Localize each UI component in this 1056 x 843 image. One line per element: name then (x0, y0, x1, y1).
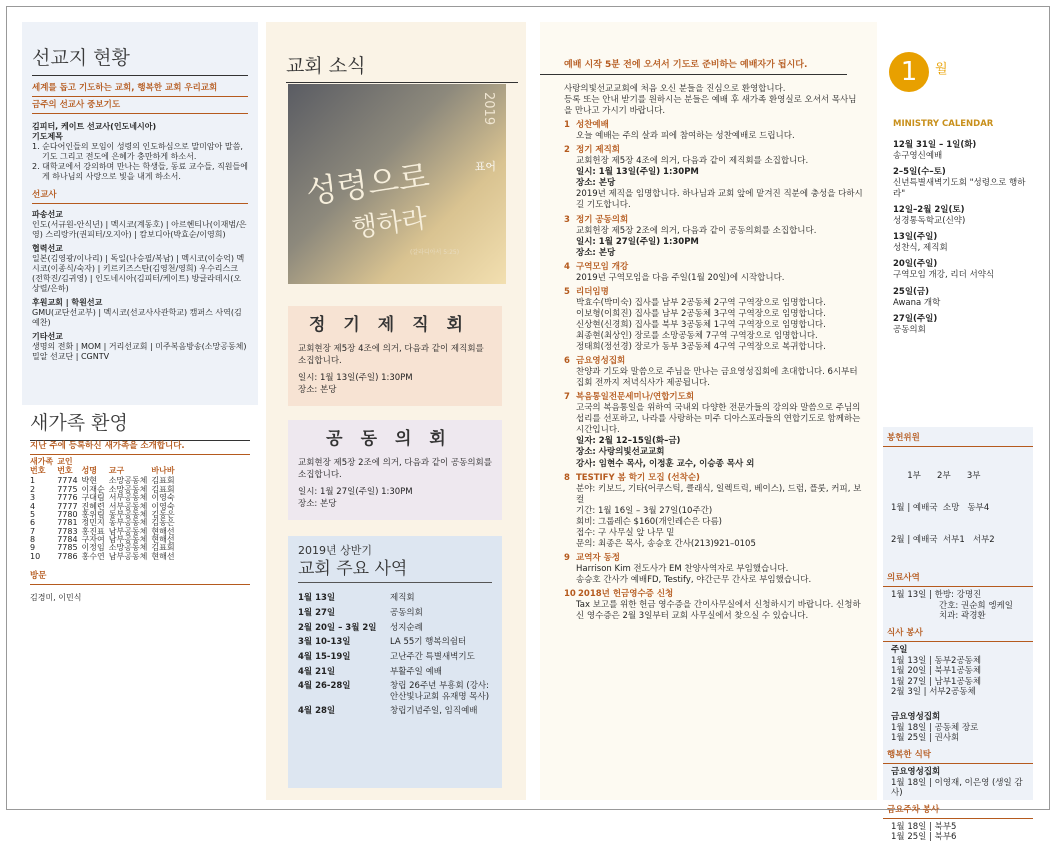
table-cell: 김동은 (151, 509, 175, 519)
calendar-event: 송구영신예배 (893, 151, 943, 162)
table-cell: 이정임 (81, 543, 105, 553)
table-cell: 7781 (57, 518, 78, 528)
offering-header: 1부 2부 3부 (891, 471, 981, 482)
happy-table (883, 764, 1033, 799)
announcement-text: Tax 보고를 위한 헌금 영수증을 간이사무실에서 신청하시기 바랍니다. 신청하신 영수증은 2월 3일부터 교회 사무실에서 찾으실 수 있습니다. (576, 600, 861, 622)
calendar-event: 성찬식, 제직회 (893, 243, 948, 254)
announcement-text: Harrison Kim 전도사가 EM 찬양사역자로 부임했습니다. (576, 563, 789, 574)
calendar-event: 신년특별새벽기도회 "성령으로 행하라" (893, 178, 1026, 200)
ministries-table (298, 593, 492, 721)
announcement-text: 장소: 본당 (576, 247, 616, 258)
table-cell: 박현 (81, 476, 98, 486)
friday-sub: 금요영성집회 (891, 712, 941, 723)
new-family-table (30, 458, 179, 562)
ministry-row (298, 608, 492, 623)
announcement-text: 장소: 사랑의빛선교교회 (576, 447, 665, 458)
ministry-date: 1월 27일 (298, 608, 336, 619)
ministry-row (298, 623, 492, 638)
meal-service-head: 식사 봉사 (883, 628, 1033, 642)
announcement-text: 기간: 1월 16일 – 3월 27일(10주간) (576, 505, 713, 516)
offering-row: 2월 | 예배국 서부1 서부2 (891, 535, 995, 546)
ministry-row (298, 706, 492, 721)
table-cell: 5 (30, 509, 36, 519)
table-row (30, 553, 179, 561)
ministries-title: 교회 주요 사역 (298, 558, 492, 583)
meal-sub: 주일 (891, 644, 908, 655)
announcement-heading: 2 정기 제직회 (564, 145, 621, 156)
ministry-date: 4월 28일 (298, 706, 336, 717)
missionary-prayer-head: 금주의 선교사 중보기도 (32, 100, 248, 114)
announcements-column (540, 22, 877, 800)
calendar-column (877, 22, 1033, 843)
mission-tagline: 세계를 돕고 기도하는 교회, 행복한 교회 우리교회 (32, 83, 248, 97)
parking-head: 금요주차 봉사 (883, 805, 1033, 819)
intro-line: 사랑의빛선교교회에 처음 오신 분들을 진심으로 환영합니다. (564, 84, 786, 94)
prayer-item: 2. 대학교에서 강의하며 만나는 학생들, 동료 교수들, 직원들에게 하나님의 사랑으로 빛을 내게 하소서. (32, 161, 248, 181)
table-cell: 7777 (57, 501, 78, 511)
support-text: GMU(교단선교부) | 멕시코(선교사사관학교) 캠퍼스 사역(김예찬) (32, 307, 242, 327)
announcement-text: 교회헌장 제5장 4조에 의거, 다음과 같이 제직회를 소집합니다. (576, 156, 809, 167)
medical-row: 치과: 곽경환 (939, 611, 986, 622)
calendar-date: 20일(주일) (893, 259, 938, 270)
ministry-date: 4월 26-28일 (298, 681, 351, 692)
table-cell: 남부공동체 (108, 551, 148, 561)
announcement-text: 정태희(정선경) 장로가 동부 3공동체 4구역 구역장으로 복귀합니다. (576, 342, 826, 353)
announcement-text: 분야: 키보드, 기타(어쿠스틱, 클래식, 일렉트릭, 베이스), 드럼, 플룻, 커피, 보컬 (576, 483, 862, 505)
intro-line: 등록 또는 안내 받기를 원하시는 분들은 예배 후 새가족 환영실로 오셔서 목사님을 만나고 가시기 바랍니다. (564, 95, 857, 117)
new-family-title: 새가족 환영 (30, 411, 250, 441)
calendar-date: 12일–2월 2일(토) (893, 205, 965, 216)
table-cell: 7 (30, 526, 36, 536)
table-header: 교구 (108, 465, 125, 475)
ministry-event: 창립 26주년 부흥회 (강사: 안산빛나교회 유재명 목사) (390, 681, 490, 702)
table-cell: 현해선 (151, 526, 175, 536)
staff-meeting-place: 장소: 본당 (298, 384, 337, 395)
staff-meeting-title: 정기제직회 (308, 315, 482, 335)
meal-row: 1월 27일 | 남부1공동체 (891, 676, 982, 687)
table-cell: 홍진표 (81, 526, 105, 536)
calendar-event: 구역모임 개강, 리더 서약식 (893, 270, 995, 281)
table-cell: 7784 (57, 535, 78, 545)
friday-row: 1월 25일 | 권사회 (891, 733, 960, 744)
motto-year: 2019 (481, 92, 496, 126)
table-cell: 9 (30, 543, 36, 553)
announcement-text: 오늘 예배는 주의 살과 피에 참여하는 성찬예배로 드립니다. (576, 131, 795, 142)
ministry-date: 2월 20일 – 3월 2일 (298, 622, 377, 633)
mission-status-panel (22, 22, 258, 405)
table-cell: 김동은 (151, 518, 175, 528)
announcement-text: 문의: 최종은 목사, 송승호 간사(213)921–0105 (576, 538, 756, 549)
dispatch-head: 파송선교 (32, 209, 63, 219)
table-cell: 김표회 (151, 543, 175, 553)
motto-line2: 행하라 (350, 203, 429, 245)
ministry-event: 제직회 (390, 593, 415, 604)
congregation-meeting-place: 장소: 본당 (298, 498, 337, 509)
month-label: 월 (935, 62, 948, 77)
announcement-text: 장소: 본당 (576, 178, 616, 189)
ministry-row (298, 667, 492, 682)
table-cell: 7785 (57, 543, 78, 553)
announcement-text: 찬양과 기도와 말씀으로 주님을 만나는 금요영성집회에 초대합니다. 6시부터 집회 전까지 저녁식사가 제공됩니다. (576, 367, 858, 389)
happy-table-head: 행복한 식탁 (883, 750, 1033, 764)
ministry-date: 4월 21일 (298, 666, 336, 677)
ministry-event: 공동의회 (390, 608, 423, 619)
announcement-text: 2019년 제직을 임명합니다. 하나님과 교회 앞에 맡겨진 직분에 충성을 다하시길 기도합니다. (576, 189, 863, 211)
table-cell: 10 (30, 551, 41, 561)
table-cell: 7775 (57, 484, 78, 494)
table-cell: 동부공동체 (108, 509, 148, 519)
calendar-event: 성경통독학교(신약) (893, 216, 966, 227)
major-ministries-box (288, 536, 502, 788)
table-cell: 이재순 (81, 484, 105, 494)
table-cell: 8 (30, 535, 36, 545)
news-column (266, 22, 526, 800)
announcement-heading: 1 성찬예배 (564, 120, 609, 131)
announcement-text: 고국의 복음통일을 위하여 국내외 다양한 전문가들의 강의와 말씀으로 주님의 섭리를 선포하고, 나라를 사랑하는 미주 디아스포라들의 연합기도로 함께하는 시간입니다. (576, 403, 861, 436)
service-panel (883, 427, 1033, 843)
ministry-row (298, 681, 492, 706)
staff-meeting-box (288, 306, 502, 406)
table-cell: 진혜련 (81, 501, 105, 511)
announcement-text: 접수: 구 사무실 앞 나무 밑 (576, 527, 675, 538)
ministry-event: 창립기념주일, 임직예배 (390, 706, 478, 717)
table-cell: 남부공동체 (108, 535, 148, 545)
prayer-item: 1. 순다어인들의 모임이 성령의 인도하심으로 말미암아 말씀, 기도 그리고 전도에 은혜가 충만하게 하소서. (32, 141, 243, 161)
happy-row: 1월 18일 | 이영재, 이은영 (생일 감사) (891, 777, 1023, 799)
congregation-meeting-date: 일시: 1월 27일(주일) 1:30PM (298, 487, 413, 498)
table-cell: 현해선 (151, 535, 175, 545)
table-cell: 7780 (57, 509, 78, 519)
friday-row: 1월 18일 | 공동체 장로 (891, 722, 979, 733)
calendar-date: 13일(주일) (893, 232, 938, 243)
table-cell: 서부공동체 (108, 493, 148, 503)
table-header: 바나바 (151, 465, 175, 475)
announcement-text: 신상현(신경희) 집사를 북부 3공동체 1구역 구역장으로 임명합니다. (576, 319, 826, 330)
announcement-text: 이보형(이희진) 집사를 남부 2공동체 3구역 구역장으로 임명합니다. (576, 308, 826, 319)
calendar-date: 27일(주일) (893, 313, 938, 324)
congregation-meeting-box (288, 420, 502, 520)
worship-reminder: 예배 시작 5분 전에 오셔서 기도로 준비하는 예배자가 됩시다. (564, 60, 808, 70)
table-cell: 남부공동체 (108, 526, 148, 536)
motto-line1: 성령으로 (303, 156, 432, 212)
announcement-text: 일자: 2월 12–15일(화–금) (576, 436, 681, 447)
medical-row: 1월 13일 | 한방: 강명진 (891, 589, 982, 600)
missionary-name: 김피터, 케이트 선교사(인도네시아) (32, 121, 157, 131)
table-cell: 소망공동체 (108, 476, 148, 486)
month-badge: 1 (889, 52, 929, 92)
parking-service (883, 819, 1033, 843)
medical-ministry (883, 587, 1033, 622)
ministry-event: 고난주간 특별새벽기도 (390, 651, 475, 662)
announcement-text: 송승호 간사가 예배FD, Testify, 야간근무 간사로 부임했습니다. (576, 574, 812, 585)
congregation-meeting-text: 교회현장 제5장 2조에 의거, 다음과 같이 공동의회를 소집합니다. (298, 458, 492, 480)
new-family-subtitle: 지난 주에 등록하신 새가족을 소개합니다. (30, 441, 250, 455)
table-cell: 이영숙 (151, 501, 175, 511)
announcement-heading: 6 금요영성집회 (564, 356, 626, 367)
medical-row: 간호: 권순희 엥케일 (939, 600, 1013, 611)
table-cell: 구자여 (81, 535, 105, 545)
ministry-event: LA 55기 행복의쉼터 (390, 637, 467, 648)
parking-row: 1월 18일 | 북부5 (891, 821, 957, 832)
mission-column (22, 22, 258, 800)
announcement-heading: 9 교역자 동정 (564, 552, 621, 563)
offering-committee-head: 봉헌위원 (883, 433, 1033, 447)
table-cell: 7786 (57, 551, 78, 561)
ministry-row (298, 652, 492, 667)
meal-row: 1월 13일 | 동부2공동체 (891, 655, 982, 666)
table-cell: 7776 (57, 493, 78, 503)
table-cell: 홍위림 (81, 509, 105, 519)
announcement-heading: 8 TESTIFY 봄 학기 모집 (선착순) (564, 472, 700, 483)
calendar-event: 공동의회 (893, 324, 926, 335)
happy-sub: 금요영성집회 (891, 766, 941, 777)
staff-meeting-text: 교회현장 제5장 4조에 의거, 다음과 같이 제직회를 소집합니다. (298, 344, 484, 366)
medical-head: 의료사역 (883, 573, 1033, 587)
table-header: 새가족 번호 (30, 456, 54, 475)
other-text: 생명의 전화 | MOM | 거리선교회 | 미주복음방송(소망공동체) 밀알 선교단 | CGNTV (32, 341, 247, 361)
motto-citation: (갈라디아서 5:25) (410, 249, 460, 256)
table-cell: 김표회 (151, 476, 175, 486)
announcement-text: 교회헌장 제5장 2조에 의거, 다음과 같이 공동의회를 소집합니다. (576, 225, 817, 236)
visit-text: 김경미, 이민식 (30, 593, 82, 603)
meal-service (883, 642, 1033, 744)
motto-image (288, 84, 506, 284)
table-cell: 구대림 (81, 493, 105, 503)
dispatch-text: 인도(서규원-안식년) | 멕시코(계동호) | 아르헨티나(이재범/은영) 스리랑카(권피터/오지아) | 캄보디아(박효순/이영희) (32, 219, 247, 239)
ministry-event: 성지순례 (390, 622, 423, 633)
ministry-date: 4월 15-19일 (298, 651, 351, 662)
announcement-text: 2019년 구역모임을 다음 주일(1월 20일)에 시작합니다. (576, 272, 785, 283)
prayer-head: 기도제목 (32, 131, 63, 141)
ministry-date: 1월 13일 (298, 593, 336, 604)
announcement-text: 최종현(최상인) 장로를 소망공동체 7구역 구역장으로 임명합니다. (576, 330, 818, 341)
visit-head: 방문 (30, 571, 250, 585)
new-family-section (22, 405, 258, 609)
table-cell: 서부공동체 (108, 501, 148, 511)
congregation-meeting-title: 공동의회 (326, 429, 464, 449)
table-cell: 이영숙 (151, 493, 175, 503)
table-cell: 1 (30, 476, 36, 486)
parking-row: 1월 25일 | 북부6 (891, 832, 957, 843)
announcement-heading: 4 구역모임 개강 (564, 261, 629, 272)
table-cell: 2 (30, 484, 36, 494)
announcement-heading: 5 리더임명 (564, 286, 609, 297)
other-head: 기타선교 (32, 331, 63, 341)
table-cell: 홍수연 (81, 551, 105, 561)
missionaries-head: 선교사 (32, 190, 248, 204)
calendar-date: 2–5일(수–토) (893, 167, 946, 178)
ministry-calendar-title: MINISTRY CALENDAR (893, 119, 994, 129)
table-cell: 4 (30, 501, 36, 511)
table-cell: 7774 (57, 476, 78, 486)
announcement-text: 강사: 임현수 목사, 이정훈 교수, 이승종 목사 외 (576, 458, 755, 469)
ministry-calendar (893, 135, 1033, 336)
announcement-text: 박효수(박미숙) 집사를 남부 2공동체 2구역 구역장으로 임명합니다. (576, 297, 826, 308)
announcement-text: 회비: 그룹레슨 $160(개인레슨은 다름) (576, 516, 722, 527)
table-header: 교인 번호 (57, 456, 73, 475)
table-cell: 3 (30, 493, 36, 503)
table-cell: 6 (30, 518, 36, 528)
table-cell: 현해선 (151, 551, 175, 561)
announcement-heading: 10 2018년 헌금영수증 신청 (564, 589, 674, 600)
announcements-body (564, 84, 864, 622)
mission-title: 선교지 현황 (32, 46, 248, 76)
announcement-text: 일시: 1월 13일(주일) 1:30PM (576, 167, 699, 178)
offering-row: 1월 | 예배국 소망 동부4 (891, 503, 990, 514)
motto-label: 표어 (474, 160, 496, 173)
announcement-heading: 3 정기 공동의회 (564, 214, 629, 225)
table-cell: 7783 (57, 526, 78, 536)
table-header: 성명 (81, 465, 98, 475)
meal-row: 1월 20일 | 북부1공동체 (891, 666, 982, 677)
ministry-row (298, 593, 492, 608)
support-head: 후원교회 | 학원선교 (32, 297, 103, 307)
offering-committee (883, 447, 1033, 567)
coop-text: 일본(김영광/이나리) | 독일(나승필/복남) | 멕시코(이승억) 멕시코(이종식/숙자) | 키르키즈스탄(김영천/영희) 우수리스크(전학진/김귀영) | 인도네시아(김피터/케이트) 방글라데시(오상렬/은하) (32, 253, 245, 293)
ministries-subtitle: 2019년 상반기 (298, 544, 372, 557)
news-title: 교회 소식 (286, 54, 518, 83)
staff-meeting-date: 일시: 1월 13일(주일) 1:30PM (298, 373, 413, 384)
ministry-row (298, 637, 492, 652)
coop-head: 협력선교 (32, 243, 63, 253)
table-cell: 정민지 (81, 518, 105, 528)
table-cell: 소망공동체 (108, 543, 148, 553)
table-cell: 동부공동체 (108, 518, 148, 528)
calendar-date: 25일(금) (893, 286, 930, 297)
table-cell: 소망공동체 (108, 484, 148, 494)
calendar-event: Awana 개학 (893, 297, 941, 308)
ministry-event: 부활주일 예배 (390, 666, 442, 677)
calendar-date: 12월 31일 – 1일(화) (893, 140, 977, 150)
announcement-text: 일시: 1월 27일(주일) 1:30PM (576, 236, 699, 247)
table-cell: 김표회 (151, 484, 175, 494)
meal-row: 2월 3일 | 서부2공동체 (891, 687, 976, 698)
announcement-heading: 7 복음통일전문세미나/연합기도회 (564, 392, 695, 403)
ministry-date: 3월 10-13일 (298, 637, 351, 648)
